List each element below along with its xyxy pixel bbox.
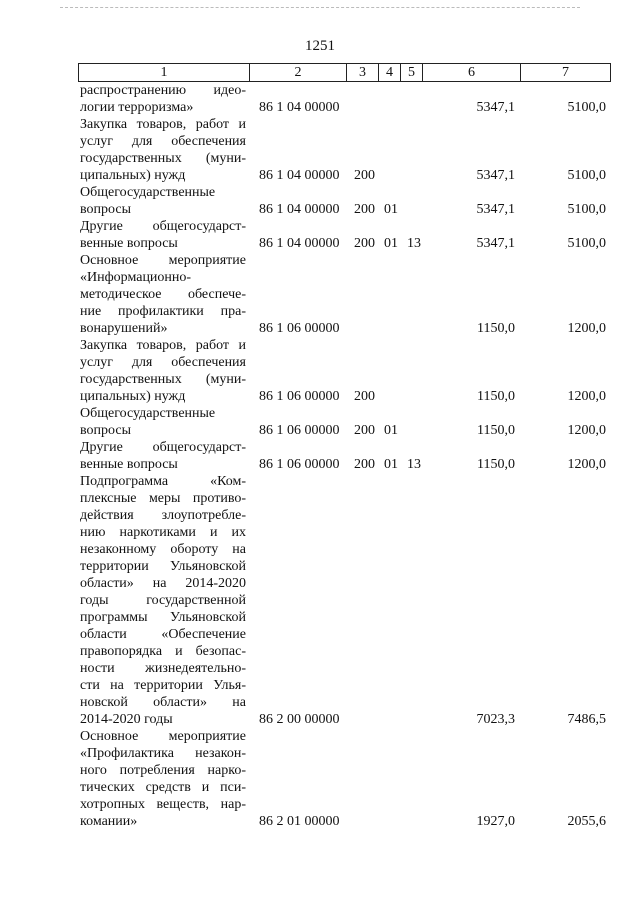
row-values	[0, 813, 640, 830]
value-col-6: 5347,1	[476, 100, 515, 115]
row-name-line: 2014-2020 годы	[80, 712, 173, 727]
section: 01	[384, 423, 398, 438]
row-name-line: незаконному обороту на	[80, 542, 246, 557]
row-name-line: Основное мероприятие	[80, 729, 246, 744]
row-name-line: венные вопросы	[80, 457, 178, 472]
value-col-7: 5100,0	[567, 100, 606, 115]
expense-type: 200	[354, 423, 375, 438]
scan-edge-marks	[60, 7, 580, 10]
row-values	[0, 320, 640, 337]
row-name-line: Подпрограмма «Ком-	[80, 474, 246, 489]
value-col-7: 1200,0	[567, 389, 606, 404]
value-col-7: 7486,5	[567, 712, 606, 727]
table-row	[0, 337, 640, 405]
row-name-line: логии терроризма»	[80, 100, 194, 115]
row-name-line: сти на территории Улья-	[80, 678, 246, 693]
target-code: 86 1 04 00000	[259, 168, 340, 183]
table-row	[0, 728, 640, 830]
row-name-line: новской области» на	[80, 695, 246, 710]
value-col-7: 1200,0	[567, 423, 606, 438]
row-name-line: услуг для обеспечения	[80, 355, 246, 370]
row-name-line: Закупка товаров, работ и	[80, 117, 246, 132]
row-name-line: вопросы	[80, 202, 131, 217]
row-name-line: государственных (муни-	[80, 372, 246, 387]
value-col-6: 5347,1	[476, 202, 515, 217]
value-col-6: 1150,0	[477, 321, 515, 336]
header-col-5: 5	[401, 64, 423, 81]
value-col-6: 7023,3	[476, 712, 515, 727]
row-name-line: ности жизнедеятельно-	[80, 661, 246, 676]
row-name-line: территории Ульяновской	[80, 559, 246, 574]
row-name-line: области» на 2014-2020	[80, 576, 246, 591]
row-name-line: методическое обеспече-	[80, 287, 246, 302]
subsection: 13	[407, 457, 421, 472]
row-name-line: вонарушений»	[80, 321, 168, 336]
row-values	[0, 235, 640, 252]
target-code: 86 1 04 00000	[259, 202, 340, 217]
row-values	[0, 422, 640, 439]
header-col-1: 1	[79, 64, 250, 81]
header-col-6: 6	[423, 64, 521, 81]
row-name-line: плексные меры противо-	[80, 491, 246, 506]
row-name-line: ципальных) нужд	[80, 168, 186, 183]
row-name-line: программы Ульяновской	[80, 610, 246, 625]
table-row	[0, 116, 640, 184]
header-col-4: 4	[379, 64, 401, 81]
target-code: 86 1 06 00000	[259, 389, 340, 404]
target-code: 86 1 04 00000	[259, 236, 340, 251]
row-name-line: хотропных веществ, нар-	[80, 797, 246, 812]
table-row	[0, 405, 640, 439]
target-code: 86 2 00 00000	[259, 712, 340, 727]
table-row	[0, 218, 640, 252]
value-col-7: 1200,0	[567, 321, 606, 336]
row-name-line: нию наркотиками и их	[80, 525, 246, 540]
row-values	[0, 201, 640, 218]
row-name-line: распространению идео-	[80, 83, 246, 98]
value-col-7: 5100,0	[567, 202, 606, 217]
row-name-line: «Профилактика незакон-	[80, 746, 246, 761]
value-col-6: 1927,0	[476, 814, 515, 829]
target-code: 86 1 04 00000	[259, 100, 340, 115]
subsection: 13	[407, 236, 421, 251]
target-code: 86 1 06 00000	[259, 423, 340, 438]
table-row	[0, 473, 640, 728]
table-row	[0, 82, 640, 116]
table-body	[0, 82, 640, 830]
header-col-2: 2	[250, 64, 347, 81]
row-values	[0, 456, 640, 473]
value-col-6: 1150,0	[477, 389, 515, 404]
row-name-line: области «Обеспечение	[80, 627, 246, 642]
row-name-line: Другие общегосударст-	[80, 219, 246, 234]
header-col-7: 7	[562, 65, 569, 80]
row-name	[80, 473, 246, 728]
expense-type: 200	[354, 389, 375, 404]
value-col-7: 5100,0	[567, 236, 606, 251]
expense-type: 200	[354, 202, 375, 217]
target-code: 86 2 01 00000	[259, 814, 340, 829]
row-name-line: комании»	[80, 814, 138, 829]
target-code: 86 1 06 00000	[259, 457, 340, 472]
expense-type: 200	[354, 168, 375, 183]
row-values	[0, 167, 640, 184]
table-row	[0, 439, 640, 473]
row-name-line: венные вопросы	[80, 236, 178, 251]
row-name-line: правопорядка и безопас-	[80, 644, 246, 659]
row-name-line: ципальных) нужд	[80, 389, 186, 404]
row-name-line: годы государственной	[80, 593, 246, 608]
row-name-line: «Информационно-	[80, 270, 192, 285]
value-col-6: 1150,0	[477, 423, 515, 438]
value-col-6: 1150,0	[477, 457, 515, 472]
row-name-line: услуг для обеспечения	[80, 134, 246, 149]
row-name-line: действия злоупотребле-	[80, 508, 246, 523]
row-name-line: Закупка товаров, работ и	[80, 338, 246, 353]
row-name-line: Основное мероприятие	[80, 253, 246, 268]
page-number: 1251	[305, 38, 335, 54]
row-name-line: Общегосударственные	[80, 406, 216, 421]
row-name-line: ного потребления нарко-	[80, 763, 246, 778]
row-name-line: тических средств и пси-	[80, 780, 246, 795]
section: 01	[384, 202, 398, 217]
header-col-3: 3	[347, 64, 379, 81]
row-values	[0, 711, 640, 728]
value-col-7: 5100,0	[567, 168, 606, 183]
row-name-line: Общегосударственные	[80, 185, 216, 200]
row-name-line: Другие общегосударст-	[80, 440, 246, 455]
target-code: 86 1 06 00000	[259, 321, 340, 336]
row-name-line: государственных (муни-	[80, 151, 246, 166]
section: 01	[384, 236, 398, 251]
row-values	[0, 388, 640, 405]
row-name-line: ние профилактики пра-	[80, 304, 246, 319]
table-header	[78, 63, 611, 82]
expense-type: 200	[354, 457, 375, 472]
value-col-6: 5347,1	[476, 236, 515, 251]
row-values	[0, 99, 640, 116]
row-name-line: вопросы	[80, 423, 131, 438]
section: 01	[384, 457, 398, 472]
table-row	[0, 252, 640, 337]
value-col-7: 2055,6	[567, 814, 606, 829]
expense-type: 200	[354, 236, 375, 251]
table-row	[0, 184, 640, 218]
value-col-7: 1200,0	[567, 457, 606, 472]
value-col-6: 5347,1	[476, 168, 515, 183]
